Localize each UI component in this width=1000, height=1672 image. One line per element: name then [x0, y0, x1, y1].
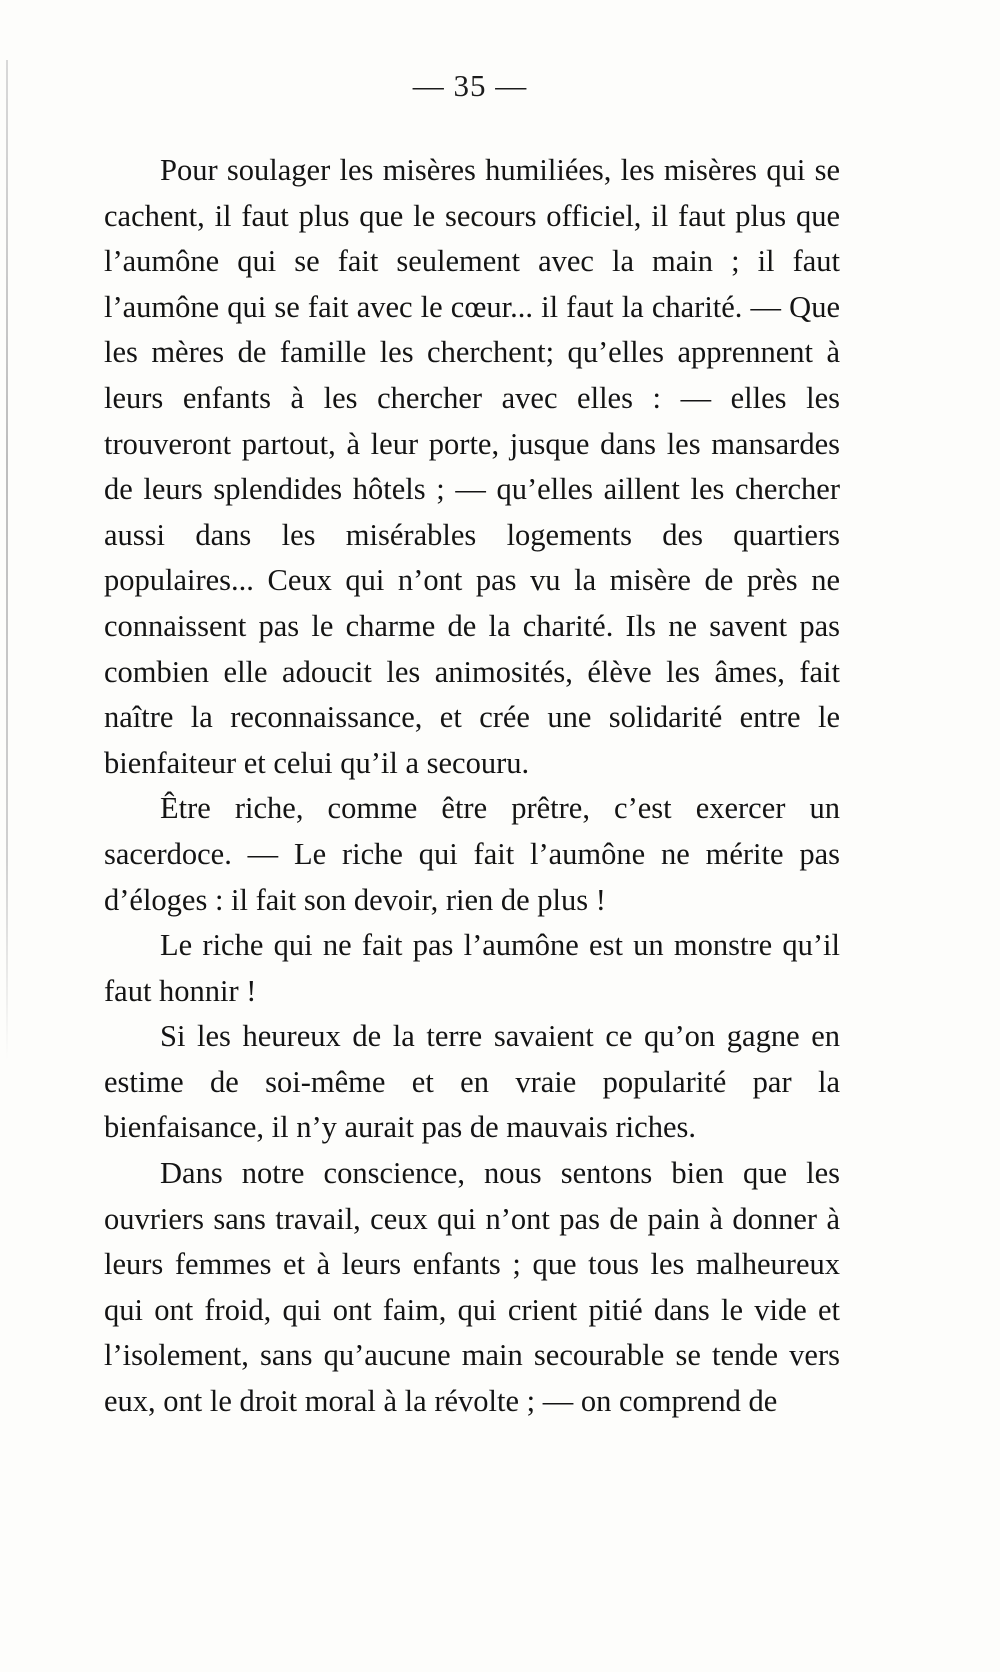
body-text — [104, 148, 840, 1425]
paragraph-sacerdoce: Être riche, comme être prêtre, c’est exercer un sacerdoce. — Le riche qui fait l’aumône ne mérite pas d’éloges : il fait son devoir, rien de plus ! — [104, 791, 840, 917]
paragraph-charity: Pour soulager les misères humiliées, les misères qui se cachent, il faut plus que le secours officiel, il faut plus que l’aumône qui se fait seulement avec la main ; il faut l’aumône qui se fait avec le cœur... il faut la charité. — Que les mères de famille les cherchent; qu’elles apprennent à leurs enfants à les chercher avec elles : — elles les trouveront partout, à leur porte, jusque dans les mansardes de leurs splendides hôtels ; — qu’elles aillent les chercher aussi dans les misérables logements des quartiers populaires... Ceux qui n’ont pas vu la misère de près ne connaissent pas le charme de la charité. Ils ne savent pas combien elle adoucit les animosités, élève les âmes, fait naître la reconnaissance, et crée une solidarité entre le bienfaiteur et celui qu’il a secouru. — [104, 153, 840, 780]
paragraph-heureux: Si les heureux de la terre savaient ce qu’on gagne en estime de soi-même et en vraie popularité par la bienfaisance, il n’y aurait pas de mauvais riches. — [104, 1019, 840, 1145]
paragraph-monstre: Le riche qui ne fait pas l’aumône est un monstre qu’il faut honnir ! — [104, 928, 840, 1008]
page-edge-shadow — [6, 60, 8, 1060]
page-number: — 35 — — [412, 68, 528, 103]
paragraph-conscience: Dans notre conscience, nous sentons bien que les ouvriers sans travail, ceux qui n’ont pas de pain à donner à leurs femmes et à leurs enfants ; que tous les malheureux qui ont froid, qui ont faim, qui crient pitié dans le vide et l’isolement, sans qu’aucune main secourable se tende vers eux, ont le droit moral à la révolte ; — on comprend de — [104, 1156, 840, 1419]
